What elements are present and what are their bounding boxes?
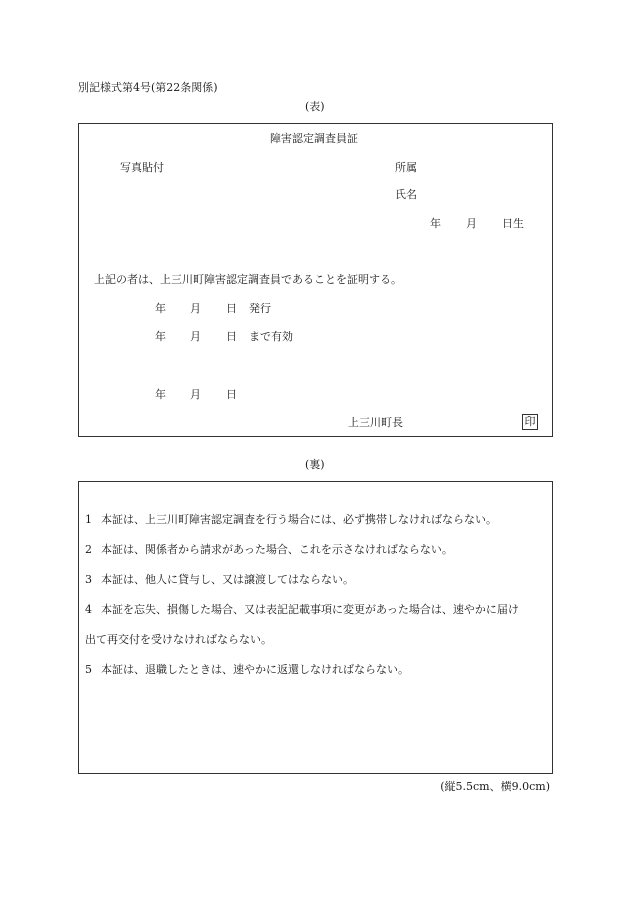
item-4-number: 4 (85, 603, 92, 616)
size-note: (縦5.5cm、横9.0cm) (440, 780, 550, 793)
item-5-text: 本証は、退職したときは、速やかに返還しなければならない。 (101, 663, 409, 676)
birth-month-label: 月 (466, 217, 477, 230)
item-1-text: 本証は、上三川町障害認定調査を行う場合には、必ず携帯しなければならない。 (101, 513, 497, 526)
birth-year-label: 年 (430, 217, 441, 230)
item-3-text: 本証は、他人に貸与し、又は譲渡してはならない。 (101, 573, 354, 586)
front-side-label: (表) (305, 100, 325, 113)
item-3-number: 3 (85, 573, 92, 586)
seal-mark: 印 (522, 414, 538, 430)
signed-day-label: 日 (226, 388, 237, 401)
valid-year-label: 年 (155, 330, 166, 343)
issued-day-label: 日 (226, 302, 237, 315)
signed-month-label: 月 (190, 388, 201, 401)
item-4-text: 本証を忘失、損傷した場合、又は表記記載事項に変更があった場合は、速やかに届け (101, 603, 519, 616)
item-4-continuation: 出て再交付を受けなければならない。 (85, 633, 272, 646)
name-label: 氏名 (395, 188, 417, 201)
affiliation-label: 所属 (395, 161, 417, 174)
issued-month-label: 月 (190, 302, 201, 315)
item-5-number: 5 (85, 663, 92, 676)
form-label: 別記様式第4号(第22条関係) (78, 81, 218, 94)
issuer-name: 上三川町長 (348, 416, 403, 429)
back-side-label: (裏) (305, 458, 325, 471)
birth-day-label: 日生 (502, 217, 524, 230)
issued-suffix: 発行 (249, 302, 271, 315)
item-1-number: 1 (85, 513, 92, 526)
valid-suffix: まで有効 (249, 330, 293, 343)
photo-label: 写真貼付 (120, 161, 164, 174)
valid-month-label: 月 (190, 330, 201, 343)
issued-year-label: 年 (155, 302, 166, 315)
item-2-number: 2 (85, 543, 92, 556)
valid-day-label: 日 (226, 330, 237, 343)
signed-year-label: 年 (155, 388, 166, 401)
certify-text: 上記の者は、上三川町障害認定調査員であることを証明する。 (94, 273, 402, 286)
item-2-text: 本証は、関係者から請求があった場合、これを示さなければならない。 (101, 543, 453, 556)
card-title: 障害認定調査員証 (270, 132, 358, 145)
